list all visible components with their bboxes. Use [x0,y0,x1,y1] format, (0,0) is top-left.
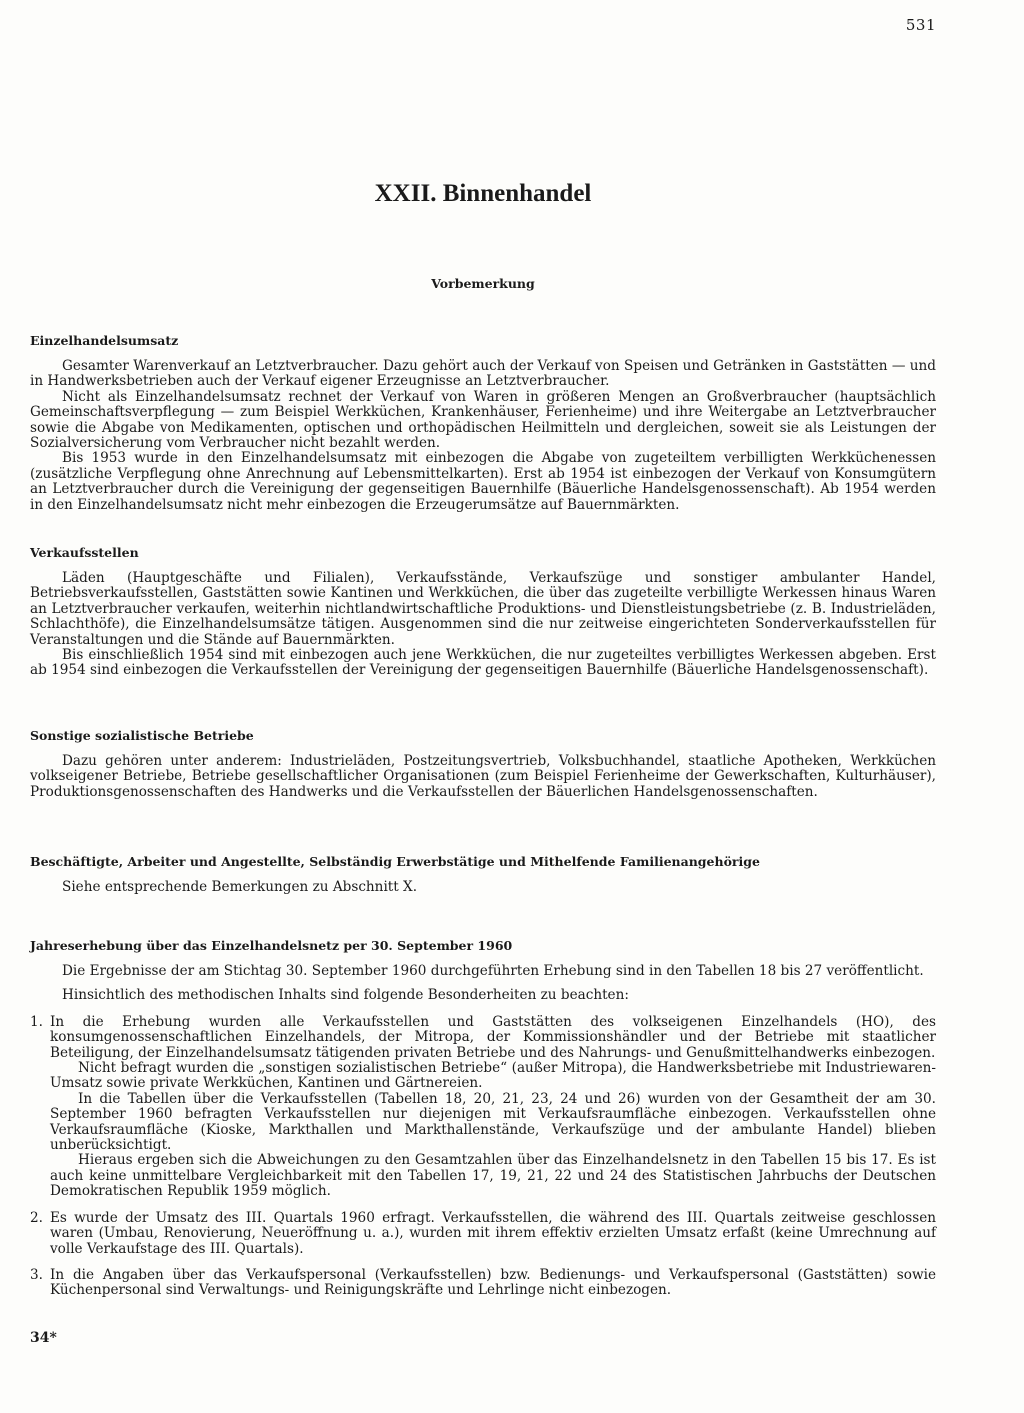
paragraph: In die Angaben über das Verkaufspersonal (Verkaufsstellen) bzw. Bedienungs- und Verkaufspersonal (Gaststätten) sowie Küchenpersonal sind Verwaltungs- und Reinigungskräfte und Lehrlinge nicht einbezogen. [50,1266,936,1299]
paragraph: Läden (Hauptgeschäfte und Filialen), Verkaufsstände, Verkaufszüge und sonstiger ambulanter Handel, Betriebsverkaufsstellen, Gaststätten sowie Kantinen und Werkküchen, die über das zugeteilte verbilligte Werkessen hinaus Waren an Letztverbraucher verkaufen, weiterhin nichtlandwirtschaftliche Produktions- und Dienstleistungsbetriebe (z. B. Industrieläden, Schlachthöfe), die Einzelhandelsumsätze tätigen. Ausgenommen sind die nur zeitweise eingerichteten Sonderverkaufsstellen für Veranstaltungen und die Stände auf Bauernmärkten. [30,570,936,648]
list-item [30,1015,936,1200]
paragraph: Siehe entsprechende Bemerkungen zu Abschnitt X. [62,879,418,895]
paragraph: Nicht befragt wurden die „sonstigen sozialistischen Betriebe“ (außer Mitropa), die Handwerksbetriebe mit Industriewaren-Umsatz sowie private Werkküchen, Kantinen und Gärtnereien. [50,1060,936,1092]
subtitle: Vorbemerkung [431,276,535,291]
paragraph: Gesamter Warenverkauf an Letztverbraucher. Dazu gehört auch der Verkauf von Speisen und Getränken in Gaststätten — und in Handwerksbetrieben auch der Verkauf eigener Erzeugnisse an Letztverbraucher. [30,358,936,390]
section-heading: Sonstige sozialistische Betriebe [30,728,254,743]
page-number: 531 [905,16,936,34]
section-sonstige-betriebe [30,728,936,800]
paragraph: Es wurde der Umsatz des III. Quartals 1960 erfragt. Verkaufsstellen, die während des III. Quartals zeitweise geschlossen waren (Umbau, Renovierung, Neueröffnung u. a.), wurden mit ihrem effektiv erzielten Umsatz erfaßt (keine Umrechnung auf volle Verkaufstage des III. Quartals). [50,1209,936,1257]
paragraph: Hieraus ergeben sich die Abweichungen zu den Gesamtzahlen über das Einzelhandelsnetz in den Tabellen 15 bis 17. Es ist auch keine unmittelbare Vergleichbarkeit mit den Tabellen 17, 19, 21, 22 und 24 des Statistischen Jahrbuchs der Deutschen Demokratischen Republik 1959 möglich. [50,1152,936,1200]
section-einzelhandelsumsatz [30,333,936,513]
list-number: 3. [30,1266,43,1283]
section-verkaufsstellen [30,545,936,679]
paragraph: In die Tabellen über die Verkaufsstellen (Tabellen 18, 20, 21, 23, 24 und 26) wurden von der Gesamtheit der am 30. September 1960 befragten Verkaufsstellen nur diejenigen mit Verkaufsraumfläche einbezogen. Verkaufsstellen ohne Verkaufsraumfläche (Kioske, Markthallen und Markthallenstände, Verkaufszüge und der ambulante Handel) blieben unberücksichtigt. [50,1090,936,1154]
paragraph: Hinsichtlich des methodischen Inhalts sind folgende Besonderheiten zu beachten: [62,987,629,1004]
numbered-list [30,1015,936,1299]
section-heading: Jahreserhebung über das Einzelhandelsnetz per 30. September 1960 [30,938,513,953]
paragraph: Nicht als Einzelhandelsumsatz rechnet der Verkauf von Waren in größeren Mengen an Großverbraucher (hauptsächlich Gemeinschaftsverpflegung — zum Beispiel Werkküchen, Krankenhäuser, Ferienheime) und ihre Weitergabe an Letztverbraucher sowie die Abgabe von Medikamenten, optischen und orthopädischen Heilmitteln und dergleichen, soweit sie als Leistungen der Sozialversicherung vom Verbraucher nicht bezahlt werden. [30,388,936,452]
list-item [30,1211,936,1257]
section-heading: Einzelhandelsumsatz [30,333,179,348]
footer-signature: 34* [30,1330,57,1346]
paragraph: Dazu gehören unter anderem: Industrieläden, Postzeitungsvertrieb, Volksbuchhandel, staatliche Apotheken, Werkküchen volkseigener Betriebe, Betriebe gesellschaftlicher Organisationen (zum Beispiel Ferienheime der Gewerkschaften, Kulturhäuser), Produktionsgenossenschaften des Handwerks und die Verkaufsstellen der Bäuerlichen Handelsgenossenschaften. [30,753,936,800]
paragraph: In die Erhebung wurden alle Verkaufsstellen und Gaststätten des volkseigenen Einzelhandels (HO), des konsumgenossenschaftlichen Einzelhandels, der Mitropa, der Kommissionshändler und der Betriebe mit staatlicher Beteiligung, der Einzelhandelsumsatz tätigenden privaten Betriebe und des Nahrungs- und Genußmittelhandwerks einbezogen. [50,1013,936,1061]
list-number: 2. [30,1209,43,1226]
section-heading: Beschäftigte, Arbeiter und Angestellte, Selbständig Erwerbstätige und Mithelfende Familienangehörige [30,854,760,869]
section-beschaeftigte [30,854,936,895]
chapter-title: XXII. Binnenhandel [374,180,592,207]
paragraph: Bis 1953 wurde in den Einzelhandelsumsatz mit einbezogen die Abgabe von zugeteiltem verbilligten Werkküchenessen (zusätzliche Verpflegung ohne Anrechnung auf Lebensmittelkarten). Erst ab 1954 ist einbezogen der Verkauf von Konsumgütern an Letztverbraucher durch die Vereinigung der gegenseitigen Bauernhilfe (Bäuerliche Handelsgenossenschaft). Ab 1954 werden in den Einzelhandelsumsatz nicht mehr einbezogen die Erzeugerumsätze auf Bauernmärkten. [30,450,936,513]
list-number: 1. [30,1013,43,1030]
paragraph: Die Ergebnisse der am Stichtag 30. September 1960 durchgeführten Erhebung sind in den Tabellen 18 bis 27 veröffentlicht. [62,963,924,979]
section-jahreserhebung [30,938,936,1299]
section-heading: Verkaufsstellen [30,545,139,560]
paragraph: Bis einschließlich 1954 sind mit einbezogen auch jene Werkküchen, die nur zugeteiltes verbilligtes Werkessen abgeben. Erst ab 1954 sind einbezogen die Verkaufsstellen der Vereinigung der gegenseitigen Bauernhilfe (Bäuerliche Handelsgenossenschaft). [30,647,936,679]
list-item [30,1268,936,1299]
